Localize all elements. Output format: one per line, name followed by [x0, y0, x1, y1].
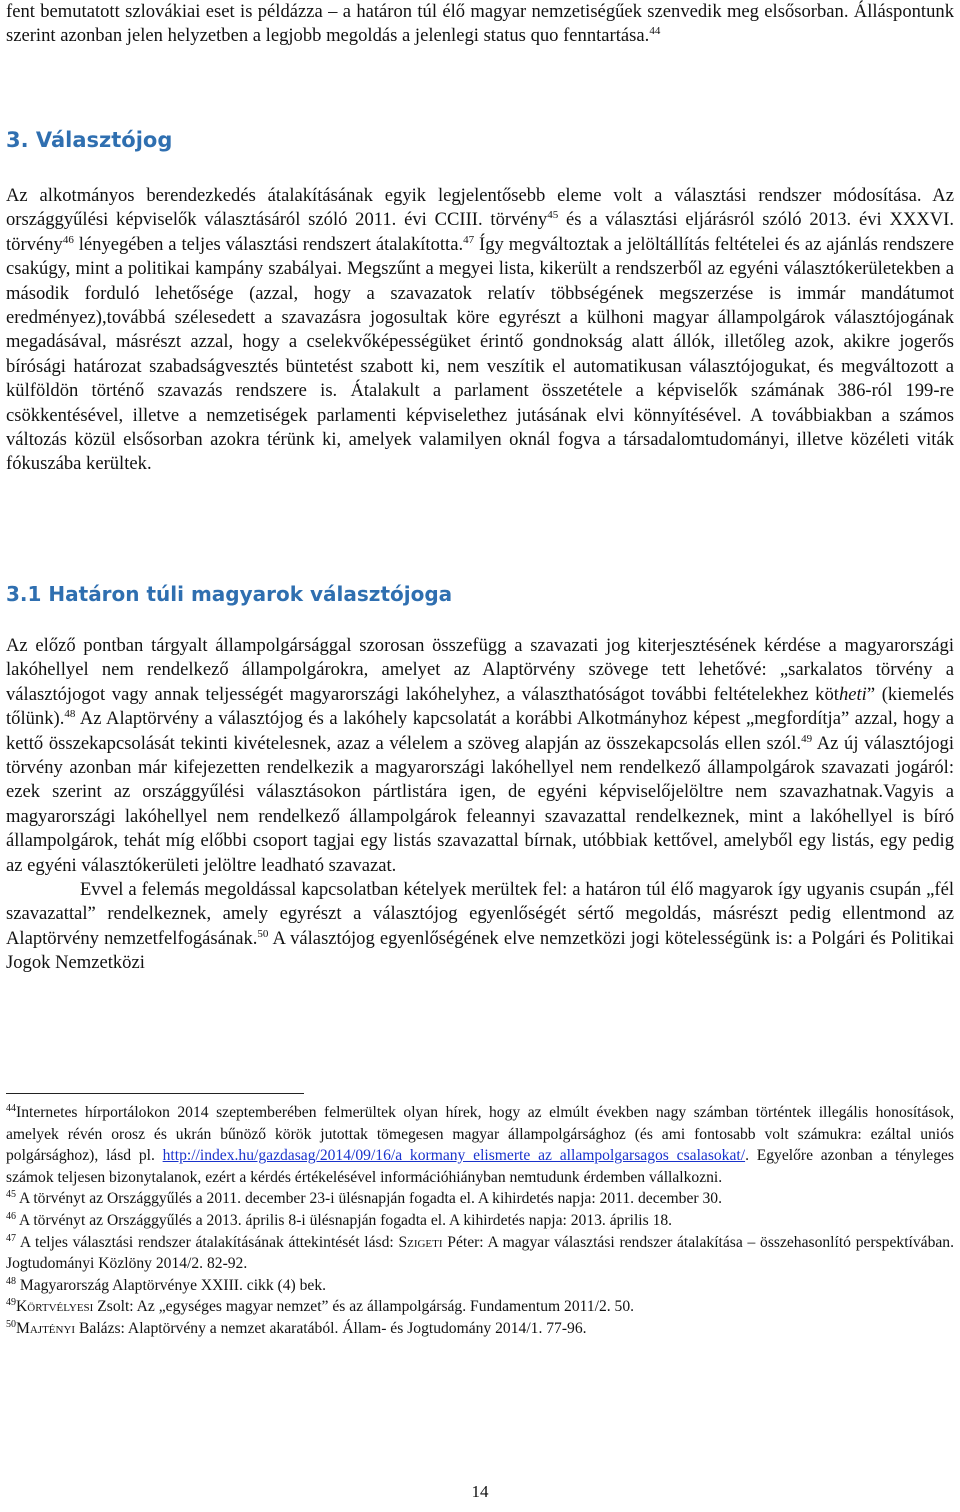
footnote-text: Zsolt: Az „egységes magyar nemzet” és az állampolgárság. Fundamentum 2011/2. 50.: [93, 1298, 635, 1316]
author-name: Körtvélyesi: [16, 1298, 94, 1316]
text-run: és a választási eljárásról szóló 2013. évi XXXVI. törvény: [6, 209, 954, 255]
footnote-45: [6, 1188, 954, 1210]
intro-paragraph: [6, 0, 954, 49]
text-run: Evvel a felemás megoldással kapcsolatban kételyek merültek fel: a határon túl élő magyarok így ugyanis csupán „fél szavazattal” rendelkeznek, amely egyrészt a választójog egyenlőségét sértő megoldás, másrészt pedig ellentmond az Alaptörvény nemzetfelfogásának.: [6, 879, 954, 949]
footnote-link[interactable]: http://index.hu/gazdasag/2014/09/16/a_kormany_elismerte_az_allampolgarsagos_csalasokat/: [162, 1147, 746, 1165]
text-run: Az előző pontban tárgyalt állampolgársággal szorosan összefügg a szavazati jog kiterjesztésének kérdése a magyarországi lakóhellyel nem rendelkező állampolgárokra, amelyet az Alaptörvény szövege tett lehetővé: „sarkalatos törvény a választójogot vagy annak teljességét magyarországi lakóhelyhez, a választhatóságot további feltételekhez köt: [6, 635, 954, 705]
footnote-ref-47[interactable]: 47: [463, 233, 475, 246]
text-run: A választójog egyenlőségének elve nemzetközi jogi kötelességünk is: a Polgári és Politikai Jogok Nemzetközi: [6, 927, 954, 974]
footnote-ref-44[interactable]: 44: [649, 25, 661, 38]
footnote-48: [6, 1275, 954, 1297]
footnote-text: Internetes hírportálokon 2014 szeptemberében felmerültek olyan hírek, hogy az elmúlt években nagy számban történtek illegális honosítások, amelyek révén orosz és ukrán bűnöző körök jutottak tömegesen magyar állampolgársághoz (és ami fontosabb volt számukra: ezáltal uniós polgársághoz), lásd pl.: [6, 1104, 954, 1165]
footnote-ref-45[interactable]: 45: [547, 209, 559, 222]
footnote-44: [6, 1102, 954, 1188]
footnote-text: Magyarország Alaptörvénye XXIII. cikk (4) bek.: [16, 1276, 327, 1294]
footnote-number: 50: [6, 1318, 16, 1330]
page-number: 14: [471, 1482, 489, 1501]
footnote-text: A törvényt az Országgyűlés a 2013. április 8-i ülésnapján fogadta el. A kihirdetés napja: 2013. április 18.: [16, 1211, 673, 1229]
footnote-text: Péter: A magyar választási rendszer átalakítása – összehasonlító perspektívában. Jogtudományi Közlöny 2014/2. 82-92.: [6, 1233, 954, 1273]
section-heading-3: 3. Választójog: [6, 128, 173, 152]
footnote-46: [6, 1210, 954, 1232]
text-run: lényegében a teljes választási rendszert átalakította.: [73, 233, 464, 255]
footnote-ref-50[interactable]: 50: [257, 927, 269, 940]
italic-emphasis: heti: [838, 683, 867, 705]
text-run: Az Alaptörvény a választójog és a lakóhely kapcsolatát a korábbi Alkotmányhoz képest „megfordítja” azzal, hogy a kettő összekapcsolását tekinti kivételesnek, azaz a vélelem a szöveg alapján az összekapcsolás ellen szól.: [6, 708, 954, 754]
section-3-paragraph: [6, 184, 954, 477]
footnote-ref-49[interactable]: 49: [801, 732, 813, 745]
footnote-number: 44: [6, 1103, 16, 1114]
footnote-ref-46[interactable]: 46: [62, 233, 74, 246]
footnote-47: [6, 1232, 954, 1275]
footnote-number: 46: [6, 1210, 16, 1222]
footnote-text: Balázs: Alaptörvény a nemzet akaratából. Állam- és Jogtudomány 2014/1. 77-96.: [75, 1319, 587, 1337]
footnote-number: 47: [6, 1232, 16, 1244]
author-name: Szigeti: [398, 1233, 443, 1251]
author-name: Majtényi: [16, 1319, 76, 1337]
section-3-1-paragraph-2: [6, 878, 954, 976]
footnote-separator: [6, 1093, 304, 1094]
footnote-text: A törvényt az Országgyűlés a 2011. december 23-i ülésnapján fogadta el. A kihirdetés napja: 2011. december 30.: [16, 1190, 722, 1208]
footnote-50: [6, 1318, 954, 1340]
footnote-ref-48[interactable]: 48: [64, 708, 76, 721]
section-3-1-body: [6, 634, 954, 976]
footnote-49: [6, 1296, 954, 1318]
text-run: Az új választójogi törvény azonban már kifejezetten rendelkezik a magyarországi lakóhellyel nem rendelkező állampolgárok szavazati jogáról: ezek szerint az országgyűlési választásokon pártlistára igen, de egyéni képviselőjelöltre nem szavazhatnak.Vagyis a magyarországi lakóhellyel nem rendelkező állampolgárok feleannyi szavazattal rendelkeznek, mint a lakóhellyel is bíró állampolgárok, tehát míg előbbi csoport tagjai egy listás szavazattal bírnak, utóbbiak kettővel, amelyből egy listás, egy pedig az egyéni választókerületi jelöltre leadható szavazat.: [6, 732, 954, 876]
section-3-body: [6, 184, 954, 477]
text-run: ” (kiemelés tőlünk).: [6, 683, 955, 730]
footnote-number: 49: [6, 1297, 16, 1309]
footnote-text: . Egyelőre azonban a tényleges számok teljesen bizonytalanok, ezért a kérdés értékelésével információhiányban nemtudunk érdemben vállalkozni.: [6, 1147, 954, 1186]
footnote-number: 45: [6, 1189, 16, 1201]
text-run: Az alkotmányos berendezkedés átalakításának egyik legjelentősebb eleme volt a választási rendszer módosítása. Az országgyűlési képviselők választásáról szóló 2011. évi CCIII. törvény: [6, 185, 954, 231]
footnote-text: A teljes választási rendszer átalakításának áttekintését lásd:: [16, 1233, 399, 1251]
footnote-number: 48: [6, 1275, 16, 1287]
section-heading-3-1: 3.1 Határon túli magyarok választójoga: [6, 582, 453, 606]
text-run: Így megváltoztak a jelöltállítás feltételei és az ajánlás rendszere csakúgy, mint a politikai kampány szabályai. Megszűnt a megyei lista, kikerült a rendszerből az egyéni választókerületekben a második forduló lehetősége (azzal, hogy a szavazatok relatív többségének megszerzése is immár mandátumot eredményez),továbbá szélesedett a szavazásra jogosultak köre egyrészt a külhoni magyar állampolgárok választójogának megadásával, másrészt azzal, hogy a cselekvőképességüket érintő gondnokság alatt állók, illetőleg azok, akikre jogerős bírósági határozat szabadságvesztés büntetést szabott ki, nem veszítik el automatikusan választójogukat, és megváltozott a külföldön történő szavazás rendszere is. Átalakult a parlament összetétele a képviselők számának 386-ról 199-re csökkentésével, illetve a nemzetiségek parlamenti képviselethez jutásának elvi könnyítésével. A továbbiakban a számos változás közül elsősorban azokra térünk ki, amelyek valamilyen oknál fogva a társadalomtudományi, illetve közéleti viták fókuszába kerültek.: [6, 233, 954, 475]
footnotes: [6, 1102, 954, 1340]
intro-text: fent bemutatott szlovákiai eset is példázza – a határon túl élő magyar nemzetiségűek szenvedik meg elsősorban. Álláspontunk szerint azonban jelen helyzetben a legjobb megoldás a jelenlegi status quo fenntartása.: [6, 1, 954, 47]
section-3-1-paragraph-1: [6, 634, 954, 878]
